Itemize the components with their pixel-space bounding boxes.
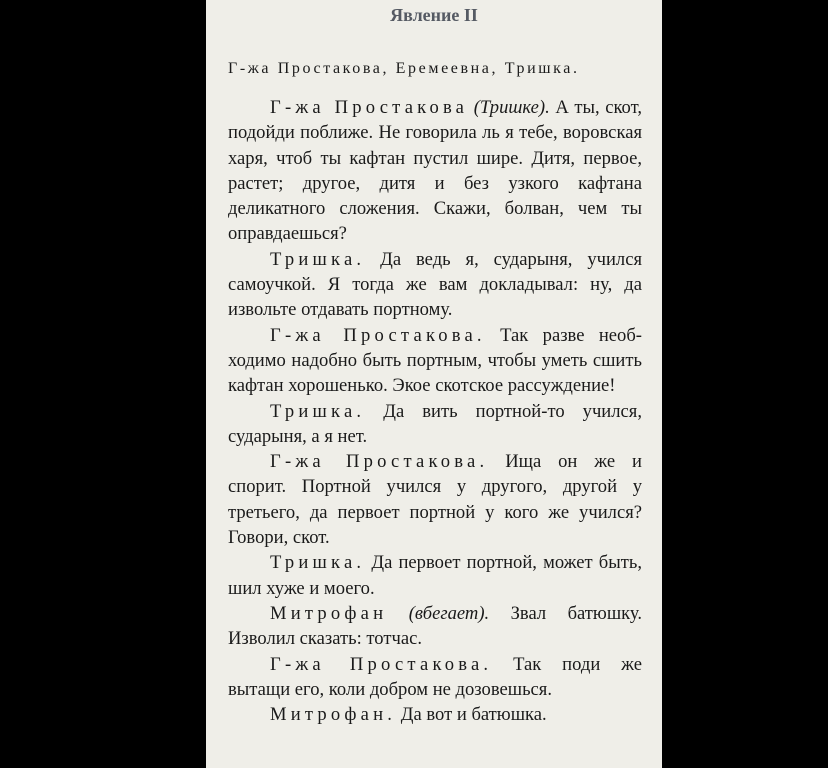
cast-list: Г-жа Простакова, Еремеевна, Тришка. — [228, 60, 580, 77]
dialogue-line — [228, 95, 642, 247]
speaker-name: Г-жа Простакова. — [270, 451, 489, 473]
dialogue-line — [228, 399, 642, 450]
dialogue-line — [228, 702, 642, 727]
line-text: Ища он же и спорит. Портной учился у другого, другой у третьего, да первоет портной у кого же учился? Говори, скот. — [228, 451, 642, 549]
line-text: А ты, скот, подойди поближе. Не говорила ль я тебе, воровская харя, чтоб ты кафтан пустил шире. Дитя, первое, растет; другое, дитя и без узкого кафтана деликатного сложения. Скажи, болван, чем ты оправдаешься? — [228, 97, 642, 245]
speaker-name: Митрофан — [270, 602, 388, 624]
stage-direction: (Тришке). — [473, 97, 550, 118]
line-text: Да первоет портной, может быть, шил хуже и моего. — [228, 552, 642, 599]
line-text: Звал батюшку. Изволил сказать: тотчас. — [228, 602, 642, 650]
line-text: Так разве необходимо надобно быть портным, чтобы уметь сшить кафтан хорошенько. Экое скотское рассуждение! — [228, 324, 642, 397]
stage-direction: (вбегает). — [408, 602, 490, 624]
dialogue-line — [228, 550, 642, 601]
dialogue-line — [228, 323, 642, 399]
speaker-name: Тришка. — [270, 400, 366, 422]
dialogue-line — [228, 449, 642, 550]
speaker-name: Тришка. — [270, 552, 366, 574]
speaker-name: Митрофан. — [270, 704, 397, 726]
speaker-name: Тришка. — [270, 248, 366, 270]
speaker-name: Г-жа Простакова. — [270, 324, 486, 346]
book-page — [206, 0, 662, 768]
dialogue-line — [228, 601, 642, 652]
speaker-name: Г-жа Простакова. — [270, 653, 493, 675]
line-text: Так поди же вытащи его, коли добром не дозовешься. — [228, 653, 642, 700]
dialogue-text — [228, 95, 642, 727]
speaker-name: Г-жа Простакова — [270, 97, 469, 118]
line-text: Да ведь я, сударыня, учился самоучкой. Я тогда же вам докладывал: ну, да извольте отдавать портному. — [228, 248, 642, 321]
scene-title: Явление II — [390, 5, 478, 25]
line-text: Да вот и батюшка. — [396, 704, 547, 726]
dialogue-line — [228, 247, 642, 323]
dialogue-line — [228, 652, 642, 703]
line-text: Да вить портной-то учился, сударыня, а я нет. — [228, 400, 642, 447]
